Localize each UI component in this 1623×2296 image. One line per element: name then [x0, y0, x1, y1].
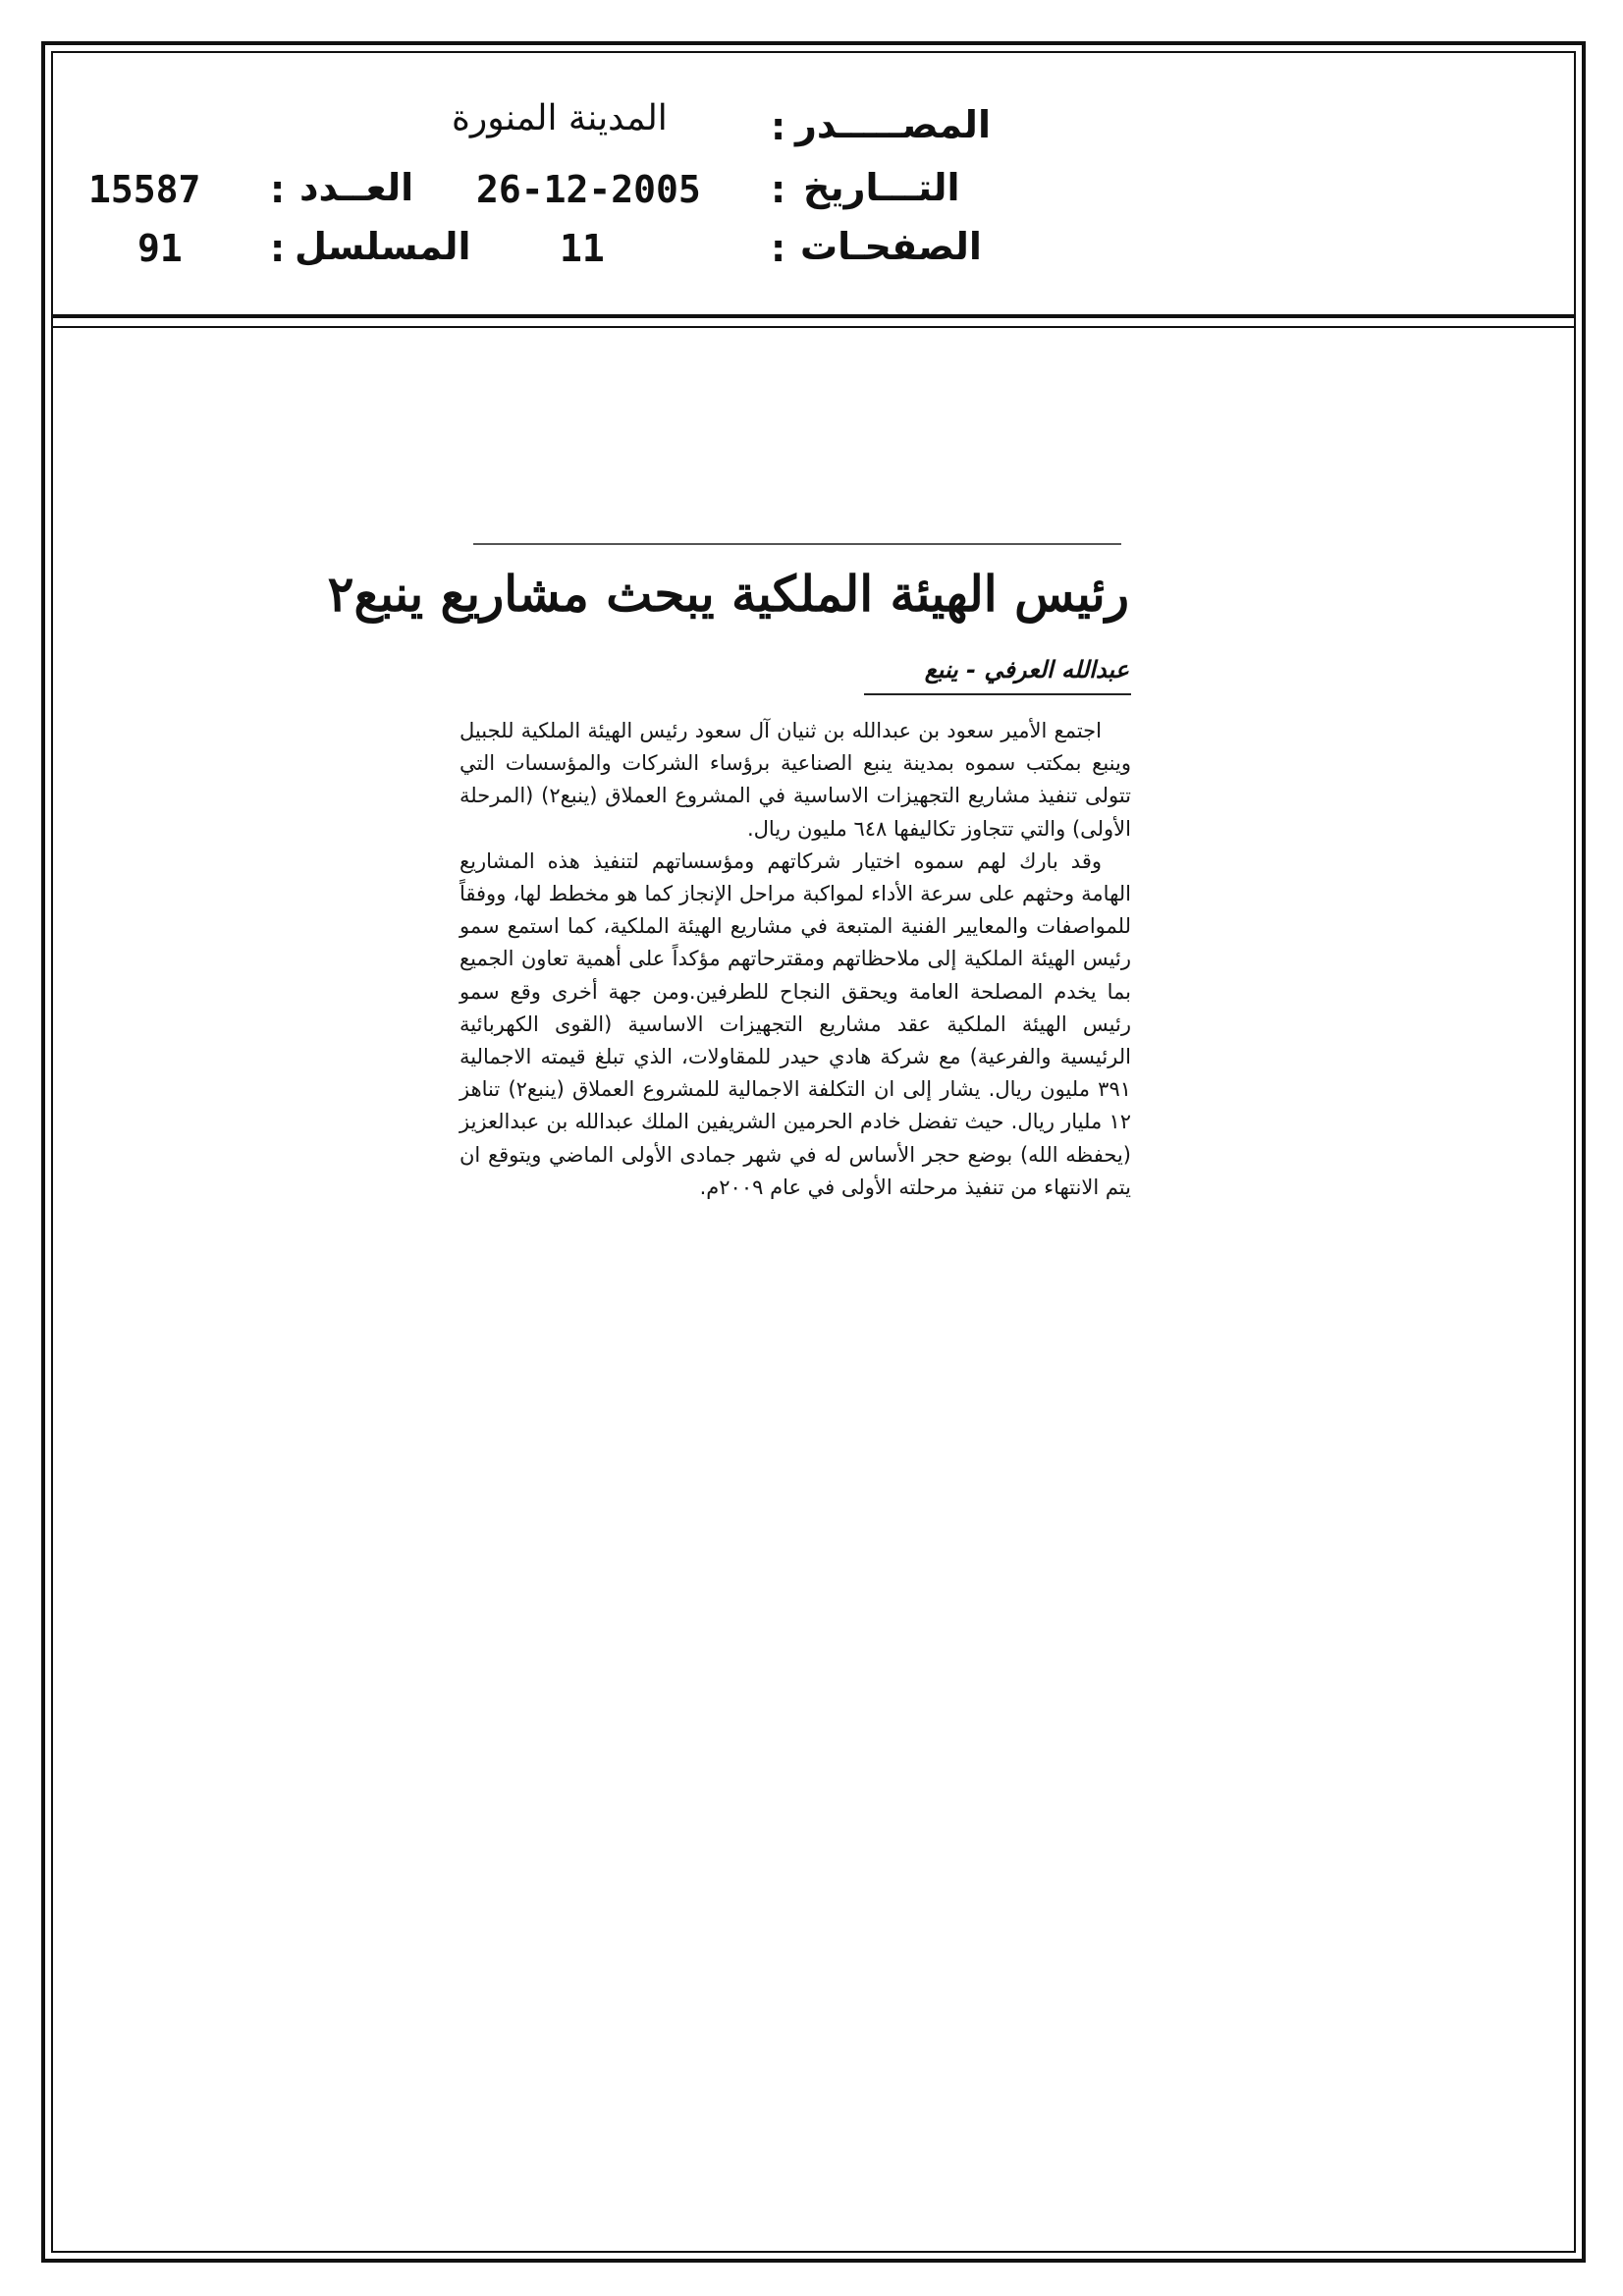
date-value: 26-12-2005	[476, 168, 701, 211]
article-paragraph-2: وقد بارك لهم سموه اختيار شركاتهم ومؤسساتهم لتنفيذ هذه المشاريع الهامة وحثهم على سرعة الأداء لمواكبة مراحل الإنجاز كما هو مخطط لها، ووفقاً للمواصفات والمعايير الفنية المتبعة في مشاريع الهيئة الملكية، كما استمع سمو رئيس الهيئة الملكية إلى ملاحظاتهم ومقترحاتهم مؤكداً على أهمية تعاون الجميع بما يخدم المصلحة العامة ويحقق النجاح للطرفين.ومن جهة أخرى وقع سمو رئيس الهيئة الملكية عقد مشاريع التجهيزات الاساسية (القوى الكهربائية الرئيسية والفرعية) مع شركة هادي حيدر للمقاولات، الذي تبلغ قيمته الاجمالية ٣٩١ مليون ريال. يشار إلى ان التكلفة الاجمالية للمشروع العملاق (ينبع٢) تناهز ١٢ مليار ريال. حيث تفضل خادم الحرمين الشريفين الملك عبدالله بن عبدالعزيز (يحفظه الله) بوضع حجر الأساس له في شهر جمادى الأولى الماضي ويتوقع ان يتم الانتهاء من تنفيذ مرحلته الأولى في عام ٢٠٠٩م.	[460, 848, 1132, 1199]
article-top-rule	[473, 543, 1121, 545]
byline-underline	[864, 693, 1131, 695]
serial-value: 91	[137, 227, 183, 270]
pages-value: 11	[560, 227, 605, 270]
header-divider-thin	[51, 326, 1576, 328]
issue-value: 15587	[88, 168, 201, 211]
serial-label: المسلسل	[295, 225, 471, 268]
pages-label: الصفحـات	[800, 225, 982, 268]
issue-separator: :	[270, 168, 286, 211]
article-headline: رئيس الهيئة الملكية يبحث مشاريع ينبع٢	[327, 565, 1129, 623]
pages-separator: :	[771, 227, 786, 270]
article-byline: عبدالله العرفي - ينبع	[924, 656, 1129, 683]
serial-separator: :	[270, 227, 286, 270]
date-separator: :	[771, 168, 786, 211]
source-separator: :	[771, 105, 786, 148]
article-paragraph-1: اجتمع الأمير سعود بن عبدالله بن ثنيان آل سعود رئيس الهيئة الملكية للجبيل وينبع بمكتب سموه بمدينة ينبع الصناعية برؤساء الشركات والمؤسسات التي تتولى تنفيذ مشاريع التجهيزات الاساسية في المشروع العملاق (ينبع٢) (المرحلة الأولى) والتي تتجاوز تكاليفها ٦٤٨ مليون ريال.	[460, 719, 1131, 841]
date-label: التـــاريخ	[803, 166, 960, 209]
source-label: المصـــــدر	[795, 103, 991, 146]
issue-label: العــدد	[299, 166, 414, 209]
article-body	[460, 715, 1131, 1204]
header-divider-thick	[51, 314, 1576, 318]
source-value: المدينة المنورة	[452, 98, 668, 138]
